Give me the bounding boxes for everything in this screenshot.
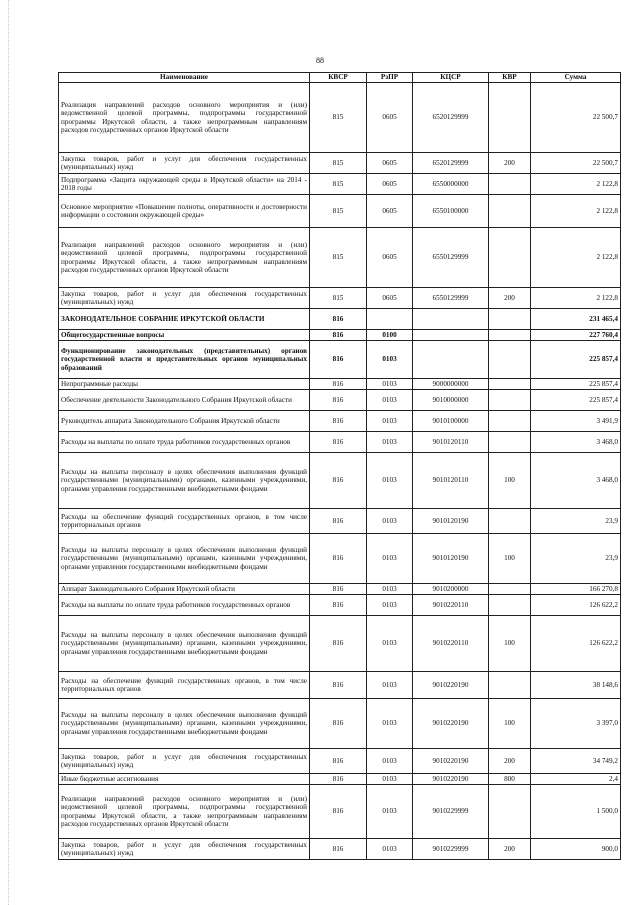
cell-rzpr: 0103 bbox=[367, 341, 413, 379]
cell-sum: 22 500,7 bbox=[531, 153, 621, 174]
cell-kvsr: 816 bbox=[310, 309, 367, 330]
cell-kcsr bbox=[413, 330, 489, 341]
table-row bbox=[59, 509, 621, 534]
cell-kvr bbox=[489, 341, 531, 379]
cell-name: Закупка товаров, работ и услуг для обеспечения государственных (муниципальных) нужд bbox=[59, 749, 310, 774]
cell-rzpr: 0103 bbox=[367, 390, 413, 411]
cell-rzpr: 0605 bbox=[367, 228, 413, 288]
cell-kvr bbox=[489, 390, 531, 411]
table-row bbox=[59, 195, 621, 228]
cell-kvr: 800 bbox=[489, 774, 531, 785]
cell-name: Реализация направлений расходов основного мероприятия и (или) ведомственной целевой программы, подпрограммы государственной программы Иркутской области, а также непрограммным направлениям расходов государственных органов Иркутской области bbox=[59, 785, 310, 839]
budget-table bbox=[58, 72, 621, 860]
cell-sum: 225 857,4 bbox=[531, 341, 621, 379]
cell-name: Расходы на выплаты персоналу в целях обеспечения выполнения функций государственными (муниципальными) органами, казенными учреждениями, органами управления государственными внебюджетными фондами bbox=[59, 453, 310, 509]
cell-kvsr: 816 bbox=[310, 839, 367, 860]
table-row bbox=[59, 83, 621, 153]
cell-kvr: 200 bbox=[489, 839, 531, 860]
cell-name: Подпрограмма «Защита окружающей среды в Иркутской области» на 2014 - 2018 годы bbox=[59, 174, 310, 195]
cell-sum: 225 857,4 bbox=[531, 379, 621, 390]
cell-kcsr: 9010220190 bbox=[413, 699, 489, 749]
cell-kcsr: 6520129999 bbox=[413, 153, 489, 174]
table-row bbox=[59, 839, 621, 860]
cell-kvr bbox=[489, 174, 531, 195]
header-rzpr: РзПР bbox=[367, 73, 413, 83]
cell-sum: 225 857,4 bbox=[531, 390, 621, 411]
cell-kcsr: 6550100000 bbox=[413, 195, 489, 228]
header-kcsr: КЦСР bbox=[413, 73, 489, 83]
cell-kvsr: 816 bbox=[310, 774, 367, 785]
cell-rzpr: 0605 bbox=[367, 174, 413, 195]
cell-kvr bbox=[489, 228, 531, 288]
header-kvsr: КВСР bbox=[310, 73, 367, 83]
cell-kvr: 200 bbox=[489, 749, 531, 774]
cell-rzpr: 0103 bbox=[367, 411, 413, 432]
cell-kvsr: 815 bbox=[310, 228, 367, 288]
cell-name: Закупка товаров, работ и услуг для обеспечения государственных (муниципальных) нужд bbox=[59, 153, 310, 174]
table-row bbox=[59, 288, 621, 309]
cell-rzpr: 0103 bbox=[367, 616, 413, 672]
cell-name: Непрограммные расходы bbox=[59, 379, 310, 390]
cell-kvsr: 815 bbox=[310, 195, 367, 228]
scan-edge bbox=[0, 0, 9, 905]
table-row bbox=[59, 785, 621, 839]
cell-rzpr: 0103 bbox=[367, 774, 413, 785]
cell-kcsr: 9010220190 bbox=[413, 672, 489, 699]
cell-name: Функционирование законодательных (представительных) органов государственной власти и представительных органов муниципальных образований bbox=[59, 341, 310, 379]
table-row bbox=[59, 309, 621, 330]
cell-kcsr: 9010120110 bbox=[413, 432, 489, 453]
cell-sum: 3 397,0 bbox=[531, 699, 621, 749]
table-row bbox=[59, 453, 621, 509]
cell-kcsr: 9010229999 bbox=[413, 839, 489, 860]
table-row bbox=[59, 390, 621, 411]
cell-rzpr: 0103 bbox=[367, 379, 413, 390]
table-header-row bbox=[59, 73, 621, 83]
table-row bbox=[59, 584, 621, 595]
cell-kvsr: 816 bbox=[310, 699, 367, 749]
cell-kcsr: 9010200000 bbox=[413, 584, 489, 595]
cell-rzpr: 0605 bbox=[367, 83, 413, 153]
cell-kvr: 200 bbox=[489, 288, 531, 309]
cell-sum: 34 749,2 bbox=[531, 749, 621, 774]
cell-kcsr: 9010000000 bbox=[413, 390, 489, 411]
cell-kvr bbox=[489, 672, 531, 699]
cell-kvr bbox=[489, 785, 531, 839]
header-sum: Сумма bbox=[531, 73, 621, 83]
table-row bbox=[59, 774, 621, 785]
cell-rzpr: 0103 bbox=[367, 672, 413, 699]
cell-kcsr bbox=[413, 309, 489, 330]
cell-kvr: 100 bbox=[489, 699, 531, 749]
table-row bbox=[59, 616, 621, 672]
cell-kvr bbox=[489, 379, 531, 390]
cell-name: Аппарат Законодательного Собрания Иркутской области bbox=[59, 584, 310, 595]
cell-sum: 2 122,8 bbox=[531, 174, 621, 195]
cell-kcsr: 9010120190 bbox=[413, 509, 489, 534]
cell-kvsr: 816 bbox=[310, 390, 367, 411]
table-row bbox=[59, 153, 621, 174]
cell-kcsr: 9010220110 bbox=[413, 616, 489, 672]
cell-kvsr: 816 bbox=[310, 616, 367, 672]
cell-name: ЗАКОНОДАТЕЛЬНОЕ СОБРАНИЕ ИРКУТСКОЙ ОБЛАСТИ bbox=[59, 309, 310, 330]
cell-sum: 2,4 bbox=[531, 774, 621, 785]
cell-name: Закупка товаров, работ и услуг для обеспечения государственных (муниципальных) нужд bbox=[59, 839, 310, 860]
cell-rzpr: 0103 bbox=[367, 749, 413, 774]
cell-sum: 227 760,4 bbox=[531, 330, 621, 341]
cell-kvsr: 816 bbox=[310, 785, 367, 839]
cell-kcsr: 9010220190 bbox=[413, 774, 489, 785]
cell-kvr bbox=[489, 432, 531, 453]
table-row bbox=[59, 330, 621, 341]
table-row bbox=[59, 534, 621, 584]
cell-sum: 2 122,8 bbox=[531, 228, 621, 288]
cell-name: Основное мероприятие «Повышение полноты, оперативности и достоверности информации о состоянии окружающей среды» bbox=[59, 195, 310, 228]
cell-kcsr: 9010120190 bbox=[413, 534, 489, 584]
cell-name: Обеспечение деятельности Законодательного Собрания Иркутской области bbox=[59, 390, 310, 411]
cell-kvsr: 816 bbox=[310, 379, 367, 390]
cell-sum: 22 500,7 bbox=[531, 83, 621, 153]
cell-rzpr: 0103 bbox=[367, 699, 413, 749]
cell-sum: 900,0 bbox=[531, 839, 621, 860]
cell-rzpr: 0103 bbox=[367, 432, 413, 453]
cell-name: Расходы на выплаты по оплате труда работников государственных органов bbox=[59, 432, 310, 453]
cell-sum: 1 500,0 bbox=[531, 785, 621, 839]
cell-rzpr: 0103 bbox=[367, 584, 413, 595]
cell-rzpr: 0103 bbox=[367, 509, 413, 534]
cell-kcsr: 9010120110 bbox=[413, 453, 489, 509]
cell-rzpr: 0103 bbox=[367, 453, 413, 509]
cell-kvr bbox=[489, 83, 531, 153]
table-row bbox=[59, 379, 621, 390]
cell-sum: 3 491,9 bbox=[531, 411, 621, 432]
cell-kcsr bbox=[413, 341, 489, 379]
cell-rzpr: 0103 bbox=[367, 595, 413, 616]
page-number: 88 bbox=[316, 56, 324, 65]
cell-kvsr: 816 bbox=[310, 341, 367, 379]
cell-rzpr: 0103 bbox=[367, 839, 413, 860]
cell-kvr bbox=[489, 195, 531, 228]
cell-name: Расходы на обеспечение функций государственных органов, в том числе территориальных органов bbox=[59, 509, 310, 534]
cell-rzpr: 0103 bbox=[367, 534, 413, 584]
cell-kvr bbox=[489, 309, 531, 330]
cell-rzpr: 0103 bbox=[367, 785, 413, 839]
cell-kvsr: 815 bbox=[310, 83, 367, 153]
cell-rzpr: 0605 bbox=[367, 153, 413, 174]
cell-kcsr: 6520129999 bbox=[413, 83, 489, 153]
cell-kvsr: 816 bbox=[310, 749, 367, 774]
cell-kcsr: 9010220190 bbox=[413, 749, 489, 774]
header-kvr: КВР bbox=[489, 73, 531, 83]
table-row bbox=[59, 432, 621, 453]
cell-kvr bbox=[489, 509, 531, 534]
cell-sum: 126 622,2 bbox=[531, 595, 621, 616]
cell-name: Расходы на выплаты по оплате труда работников государственных органов bbox=[59, 595, 310, 616]
table-row bbox=[59, 595, 621, 616]
cell-sum: 23,9 bbox=[531, 509, 621, 534]
cell-kcsr: 9010229999 bbox=[413, 785, 489, 839]
cell-rzpr: 0100 bbox=[367, 330, 413, 341]
cell-kcsr: 6550000000 bbox=[413, 174, 489, 195]
cell-kcsr: 9010100000 bbox=[413, 411, 489, 432]
cell-sum: 3 468,0 bbox=[531, 453, 621, 509]
header-name: Наименование bbox=[59, 73, 310, 83]
cell-sum: 3 468,0 bbox=[531, 432, 621, 453]
cell-sum: 2 122,8 bbox=[531, 195, 621, 228]
cell-name: Общегосударственные вопросы bbox=[59, 330, 310, 341]
cell-name: Реализация направлений расходов основного мероприятия и (или) ведомственной целевой программы, подпрограммы государственной программы Иркутской области, а также непрограммным направлениям расходов государственных органов Иркутской области bbox=[59, 83, 310, 153]
cell-kcsr: 6550129999 bbox=[413, 288, 489, 309]
cell-kvr bbox=[489, 595, 531, 616]
cell-rzpr: 0605 bbox=[367, 195, 413, 228]
table-row bbox=[59, 341, 621, 379]
cell-kvr: 200 bbox=[489, 153, 531, 174]
cell-name: Иные бюджетные ассигнования bbox=[59, 774, 310, 785]
cell-sum: 126 622,2 bbox=[531, 616, 621, 672]
cell-kvsr: 815 bbox=[310, 174, 367, 195]
cell-kcsr: 6550129999 bbox=[413, 228, 489, 288]
cell-kvsr: 816 bbox=[310, 509, 367, 534]
cell-kvr bbox=[489, 330, 531, 341]
cell-kvr: 100 bbox=[489, 453, 531, 509]
cell-name: Руководитель аппарата Законодательного Собрания Иркутской области bbox=[59, 411, 310, 432]
cell-kvsr: 816 bbox=[310, 432, 367, 453]
cell-rzpr bbox=[367, 309, 413, 330]
cell-kvsr: 816 bbox=[310, 453, 367, 509]
cell-rzpr: 0605 bbox=[367, 288, 413, 309]
cell-kvr: 100 bbox=[489, 534, 531, 584]
table-row bbox=[59, 672, 621, 699]
cell-kvsr: 816 bbox=[310, 330, 367, 341]
cell-name: Закупка товаров, работ и услуг для обеспечения государственных (муниципальных) нужд bbox=[59, 288, 310, 309]
cell-kvr: 100 bbox=[489, 616, 531, 672]
cell-kvsr: 816 bbox=[310, 584, 367, 595]
table-row bbox=[59, 228, 621, 288]
cell-name: Расходы на выплаты персоналу в целях обеспечения выполнения функций государственными (муниципальными) органами, казенными учреждениями, органами управления государственными внебюджетными фондами bbox=[59, 534, 310, 584]
cell-kvsr: 815 bbox=[310, 288, 367, 309]
cell-sum: 23,9 bbox=[531, 534, 621, 584]
table-row bbox=[59, 411, 621, 432]
cell-kvsr: 816 bbox=[310, 411, 367, 432]
cell-name: Расходы на выплаты персоналу в целях обеспечения выполнения функций государственными (муниципальными) органами, казенными учреждениями, органами управления государственными внебюджетными фондами bbox=[59, 699, 310, 749]
table-row bbox=[59, 699, 621, 749]
cell-kvsr: 816 bbox=[310, 595, 367, 616]
cell-sum: 2 122,8 bbox=[531, 288, 621, 309]
cell-kvsr: 816 bbox=[310, 672, 367, 699]
cell-kvr bbox=[489, 411, 531, 432]
table-row bbox=[59, 749, 621, 774]
cell-kcsr: 9000000000 bbox=[413, 379, 489, 390]
cell-kvr bbox=[489, 584, 531, 595]
cell-name: Реализация направлений расходов основного мероприятия и (или) ведомственной целевой программы, подпрограммы государственной программы Иркутской области, а также непрограммным направлениям расходов государственных органов Иркутской области bbox=[59, 228, 310, 288]
cell-kvsr: 816 bbox=[310, 534, 367, 584]
table-row bbox=[59, 174, 621, 195]
cell-name: Расходы на выплаты персоналу в целях обеспечения выполнения функций государственными (муниципальными) органами, казенными учреждениями, органами управления государственными внебюджетными фондами bbox=[59, 616, 310, 672]
cell-sum: 166 270,8 bbox=[531, 584, 621, 595]
cell-kvsr: 815 bbox=[310, 153, 367, 174]
cell-name: Расходы на обеспечение функций государственных органов, в том числе территориальных органов bbox=[59, 672, 310, 699]
cell-kcsr: 9010220110 bbox=[413, 595, 489, 616]
cell-sum: 231 465,4 bbox=[531, 309, 621, 330]
cell-sum: 38 148,6 bbox=[531, 672, 621, 699]
